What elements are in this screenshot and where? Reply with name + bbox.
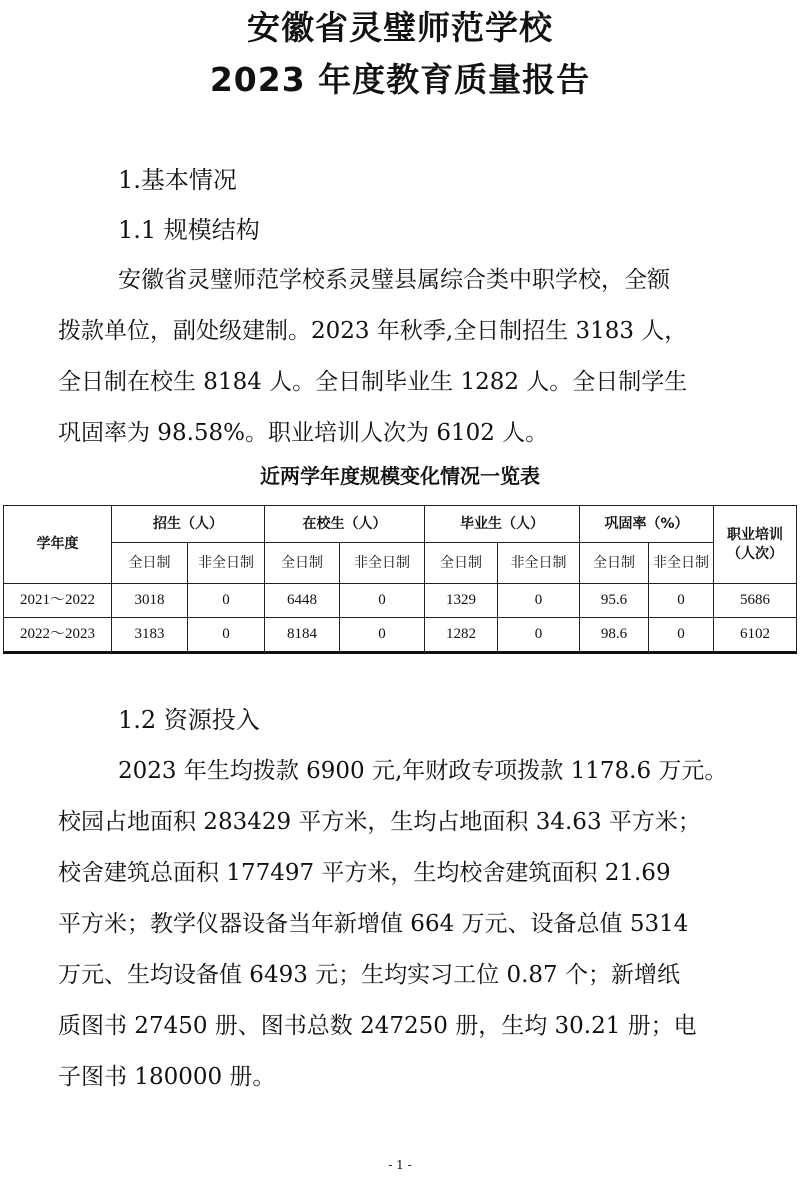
subheader-fulltime: 全日制 (265, 543, 340, 584)
scale-change-table (3, 505, 797, 654)
paragraph-line: 安徽省灵璧师范学校系灵璧县属综合类中职学校，全额 (118, 267, 670, 293)
paragraph-line: 拨款单位，副处级建制。2023 年秋季,全日制招生 3183 人， (58, 318, 688, 344)
header-enrollment: 招生（人） (112, 506, 265, 543)
cell: 0 (498, 584, 580, 618)
subheader-parttime: 非全日制 (498, 543, 580, 584)
header-training: 职业培训（人次） (714, 506, 797, 584)
header-year: 学年度 (4, 506, 112, 584)
paragraph-line: 全日制在校生 8184 人。全日制毕业生 1282 人。全日制学生 (58, 369, 688, 395)
table-row (4, 584, 797, 618)
header-graduates: 毕业生（人） (425, 506, 580, 543)
cell: 0 (340, 618, 425, 653)
cell: 95.6 (580, 584, 649, 618)
cell: 0 (340, 584, 425, 618)
subheader-parttime: 非全日制 (649, 543, 714, 584)
cell: 0 (498, 618, 580, 653)
cell: 1282 (425, 618, 498, 653)
subheader-fulltime: 全日制 (425, 543, 498, 584)
table-row (4, 618, 797, 653)
cell: 0 (188, 584, 265, 618)
subheader-parttime: 非全日制 (340, 543, 425, 584)
subsection-heading-resources: 1.2 资源投入 (118, 706, 260, 734)
paragraph-line: 平方米；教学仪器设备当年新增值 664 万元、设备总值 5314 (58, 911, 689, 937)
section-heading-basic: 1.基本情况 (118, 166, 237, 194)
cell: 1329 (425, 584, 498, 618)
cell-year: 2021～2022 (4, 584, 112, 618)
cell: 8184 (265, 618, 340, 653)
paragraph-line: 2023 年生均拨款 6900 元,年财政专项拨款 1178.6 万元。 (118, 758, 728, 784)
cell: 0 (649, 618, 714, 653)
cell: 6448 (265, 584, 340, 618)
report-title-line1: 安徽省灵璧师范学校 (247, 8, 553, 47)
report-title-line2: 2023 年度教育质量报告 (209, 60, 591, 99)
subheader-parttime: 非全日制 (188, 543, 265, 584)
cell: 3183 (112, 618, 188, 653)
paragraph-line: 校舍建筑总面积 177497 平方米，生均校舍建筑面积 21.69 (58, 860, 671, 886)
paragraph-line: 万元、生均设备值 6493 元；生均实习工位 0.87 个；新增纸 (58, 962, 680, 988)
table-caption: 近两学年度规模变化情况一览表 (260, 464, 540, 488)
page-number: - 1 - (388, 1158, 412, 1172)
cell: 5686 (714, 584, 797, 618)
header-in-school: 在校生（人） (265, 506, 425, 543)
paragraph-line: 校园占地面积 283429 平方米，生均占地面积 34.63 平方米； (58, 809, 701, 835)
cell: 98.6 (580, 618, 649, 653)
cell: 6102 (714, 618, 797, 653)
cell: 3018 (112, 584, 188, 618)
paragraph-line: 巩固率为 98.58%。职业培训人次为 6102 人。 (58, 420, 549, 446)
paragraph-line: 子图书 180000 册。 (58, 1064, 276, 1090)
cell: 0 (649, 584, 714, 618)
subheader-fulltime: 全日制 (580, 543, 649, 584)
subheader-fulltime: 全日制 (112, 543, 188, 584)
paragraph-line: 质图书 27450 册、图书总数 247250 册，生均 30.21 册；电 (58, 1013, 697, 1039)
cell: 0 (188, 618, 265, 653)
cell-year: 2022～2023 (4, 618, 112, 653)
header-retention: 巩固率（%） (580, 506, 714, 543)
subsection-heading-scale: 1.1 规模结构 (118, 216, 260, 244)
